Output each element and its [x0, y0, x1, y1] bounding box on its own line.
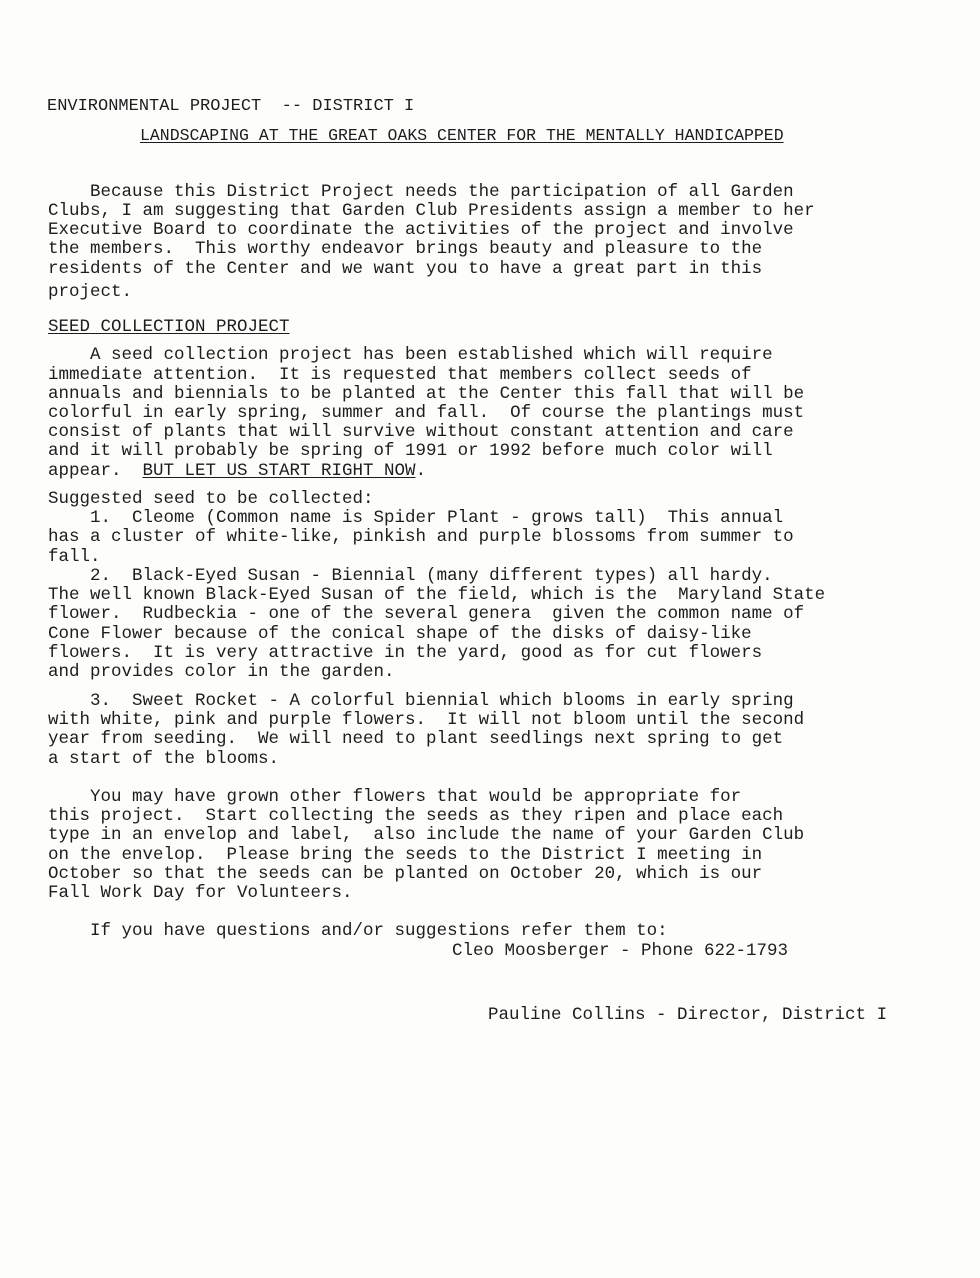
text-line: annuals and biennials to be planted at the Center this fall that will be — [48, 384, 805, 404]
text-line: has a cluster of white-like, pinkish and purple blossoms from summer to — [48, 527, 794, 547]
text-line: type in an envelop and label, also include the name of your Garden Club — [48, 825, 805, 845]
text-line: Clubs, I am suggesting that Garden Club Presidents assign a member to her — [48, 201, 815, 221]
text-line: and it will probably be spring of 1991 or 1992 before much color will — [48, 441, 773, 461]
text-line: immediate attention. It is requested that members collect seeds of — [48, 365, 752, 385]
text-line — [48, 462, 426, 482]
text-line: and provides color in the garden. — [48, 662, 395, 682]
document-title: ENVIRONMENTAL PROJECT -- DISTRICT I — [47, 97, 415, 116]
text-line: a start of the blooms. — [48, 749, 280, 769]
text-line: 3. Sweet Rocket - A colorful biennial which blooms in early spring — [48, 691, 794, 711]
text-run: appear. — [48, 461, 143, 481]
text-line: flower. Rudbeckia - one of the several genera given the common name of — [48, 604, 805, 624]
questions-line: If you have questions and/or suggestions refer them to: — [48, 921, 668, 941]
section-heading: SEED COLLECTION PROJECT — [48, 317, 290, 337]
text-line: flowers. It is very attractive in the yard, good as for cut flowers — [48, 643, 763, 663]
text-line: You may have grown other flowers that would be appropriate for — [48, 787, 742, 807]
text-line: Cone Flower because of the conical shape of the disks of daisy-like — [48, 624, 752, 644]
text-line: The well known Black-Eyed Susan of the field, which is the Maryland State — [48, 585, 826, 605]
contact-line: Cleo Moosberger - Phone 622-1793 — [452, 941, 789, 961]
text-line: this project. Start collecting the seeds as they ripen and place each — [48, 806, 784, 826]
text-run: . — [415, 461, 427, 481]
list-item-1: 1. Cleome (Common name is Spider Plant - grows tall) This annual — [48, 508, 784, 528]
text-line: October so that the seeds can be planted on October 20, which is our — [48, 864, 763, 884]
text-line: colorful in early spring, summer and fall. Of course the plantings must — [48, 403, 805, 423]
text-line: project. — [48, 282, 133, 302]
text-line: consist of plants that will survive without constant attention and care — [48, 422, 794, 442]
signature-line: Pauline Collins - Director, District I — [488, 1005, 888, 1025]
text-line: Suggested seed to be collected: — [48, 489, 374, 509]
list-item-2: 2. Black-Eyed Susan - Biennial (many different types) all hardy. — [48, 566, 773, 586]
text-line: on the envelop. Please bring the seeds to the District I meeting in — [48, 845, 763, 865]
text-line: Fall Work Day for Volunteers. — [48, 883, 353, 903]
text-line: Because this District Project needs the participation of all Garden — [48, 182, 794, 202]
text-line: A seed collection project has been established which will require — [48, 345, 773, 365]
text-line: year from seeding. We will need to plant seedlings next spring to get — [48, 729, 784, 749]
text-line: with white, pink and purple flowers. It will not bloom until the second — [48, 710, 805, 730]
text-line: fall. — [48, 547, 101, 567]
emphasis-text: BUT LET US START RIGHT NOW — [142, 461, 416, 481]
text-line: the members. This worthy endeavor brings beauty and pleasure to the — [48, 239, 763, 259]
text-line: Executive Board to coordinate the activities of the project and involve — [48, 220, 794, 240]
document-subtitle: LANDSCAPING AT THE GREAT OAKS CENTER FOR THE MENTALLY HANDICAPPED — [140, 126, 784, 145]
text-line: residents of the Center and we want you to have a great part in this — [48, 259, 763, 279]
